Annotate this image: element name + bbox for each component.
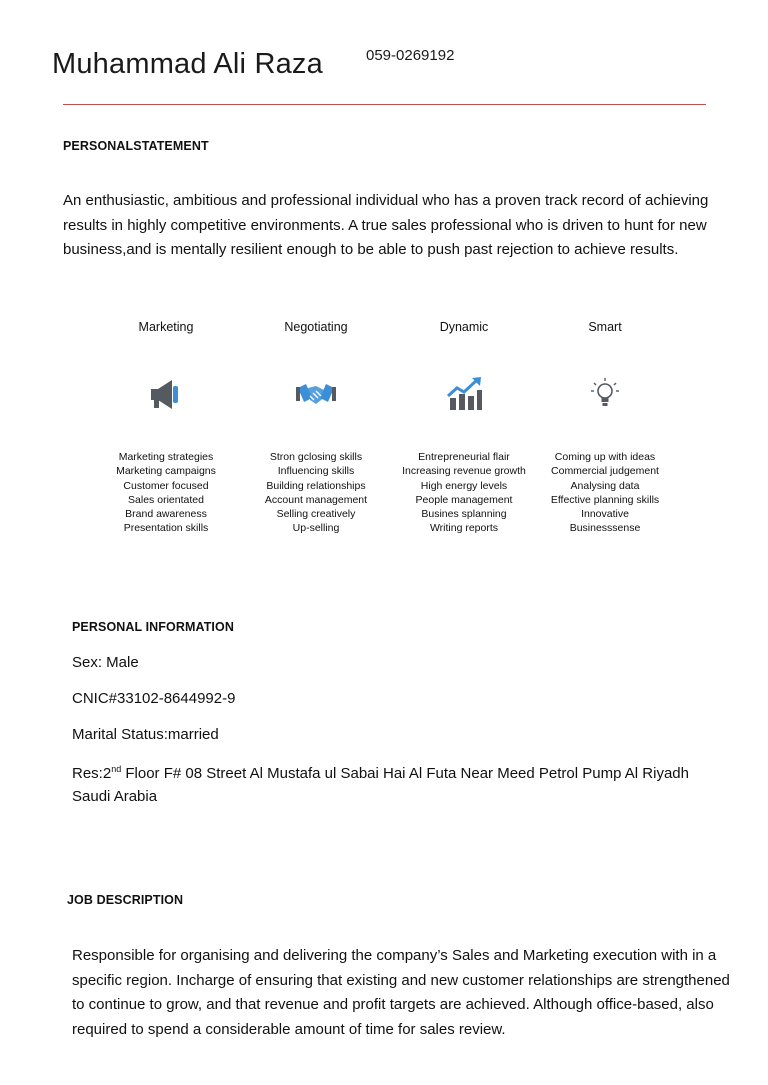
megaphone-icon bbox=[146, 374, 186, 414]
residence-rest: Floor F# 08 Street Al Mustafa ul Sabai Hai Al Futa Near Meed Petrol Pump Al Riyadh Saudi Arabia bbox=[72, 765, 689, 805]
list-item: Up-selling bbox=[292, 522, 340, 535]
list-item: Busines splanning bbox=[421, 508, 507, 521]
personal-statement-heading: PERSONALSTATEMENT bbox=[63, 139, 209, 153]
list-item: High energy levels bbox=[420, 479, 508, 492]
sex-field: Sex: Male bbox=[72, 654, 139, 671]
handshake-icon bbox=[292, 374, 340, 414]
skill-list bbox=[525, 450, 685, 536]
skill-column-dynamic bbox=[384, 320, 544, 536]
skill-column-smart bbox=[525, 320, 685, 536]
residence-prefix: Res:2 bbox=[72, 765, 112, 782]
residence-address bbox=[72, 762, 722, 808]
list-item: Businesssense bbox=[569, 522, 641, 535]
list-item: Presentation skills bbox=[123, 522, 209, 535]
candidate-name: Muhammad Ali Raza bbox=[52, 48, 323, 80]
skill-list bbox=[384, 450, 544, 536]
header-divider bbox=[63, 104, 706, 105]
skill-title: Marketing bbox=[138, 320, 194, 334]
list-item: Brand awareness bbox=[125, 508, 207, 521]
list-item: Building relationships bbox=[266, 479, 366, 492]
list-item: Marketing campaigns bbox=[116, 465, 216, 478]
skill-column-marketing bbox=[86, 320, 246, 536]
lightbulb-icon bbox=[585, 374, 625, 414]
list-item: Customer focused bbox=[123, 479, 209, 492]
list-item: Effective planning skills bbox=[550, 493, 660, 506]
list-item: Coming up with ideas bbox=[554, 451, 656, 463]
list-item: Marketing strategies bbox=[118, 451, 214, 463]
list-item: Selling creatively bbox=[276, 508, 356, 521]
personal-statement-text: An enthusiastic, ambitious and professional individual who has a proven track record of achieving results in highly competitive environments. A true sales professional who is driven to hunt for new business,and is mentally resilient enough to be able to push past rejection to achieve results. bbox=[63, 192, 709, 258]
skill-list bbox=[236, 450, 396, 536]
skill-title: Dynamic bbox=[439, 320, 489, 334]
residence-ordinal: nd bbox=[111, 764, 122, 774]
personal-information-heading: PERSONAL INFORMATION bbox=[72, 620, 234, 634]
skill-title: Negotiating bbox=[284, 320, 348, 334]
list-item: Analysing data bbox=[570, 479, 640, 492]
skill-title: Smart bbox=[588, 320, 622, 334]
growth-chart-icon bbox=[444, 374, 484, 414]
job-description-heading: JOB DESCRIPTION bbox=[67, 893, 184, 907]
skill-list bbox=[86, 450, 246, 536]
list-item: Commercial judgement bbox=[551, 465, 659, 478]
cnic-field: CNIC#33102-8644992-9 bbox=[72, 690, 236, 707]
list-item: Sales orientated bbox=[128, 493, 204, 506]
skill-column-negotiating bbox=[236, 320, 396, 536]
list-item: Stron gclosing skills bbox=[269, 451, 363, 463]
list-item: Increasing revenue growth bbox=[402, 465, 526, 478]
marital-status-field: Marital Status:married bbox=[72, 726, 219, 743]
list-item: Account management bbox=[264, 493, 368, 506]
list-item: Influencing skills bbox=[277, 465, 355, 478]
list-item: People management bbox=[415, 493, 513, 506]
list-item: Writing reports bbox=[429, 522, 499, 535]
list-item: Entrepreneurial flair bbox=[418, 451, 510, 463]
phone-number: 059-0269192 bbox=[366, 47, 455, 64]
job-description-text: Responsible for organising and delivering the company’s Sales and Marketing execution with in a specific region. Incharge of ensuring that existing and new customer relationships are strengthened to continue to grow, and that revenue and profit targets are achieved. Although office-based, also required to spend a considerable amount of time for sales review. bbox=[72, 947, 730, 1038]
list-item: Innovative bbox=[581, 508, 629, 521]
